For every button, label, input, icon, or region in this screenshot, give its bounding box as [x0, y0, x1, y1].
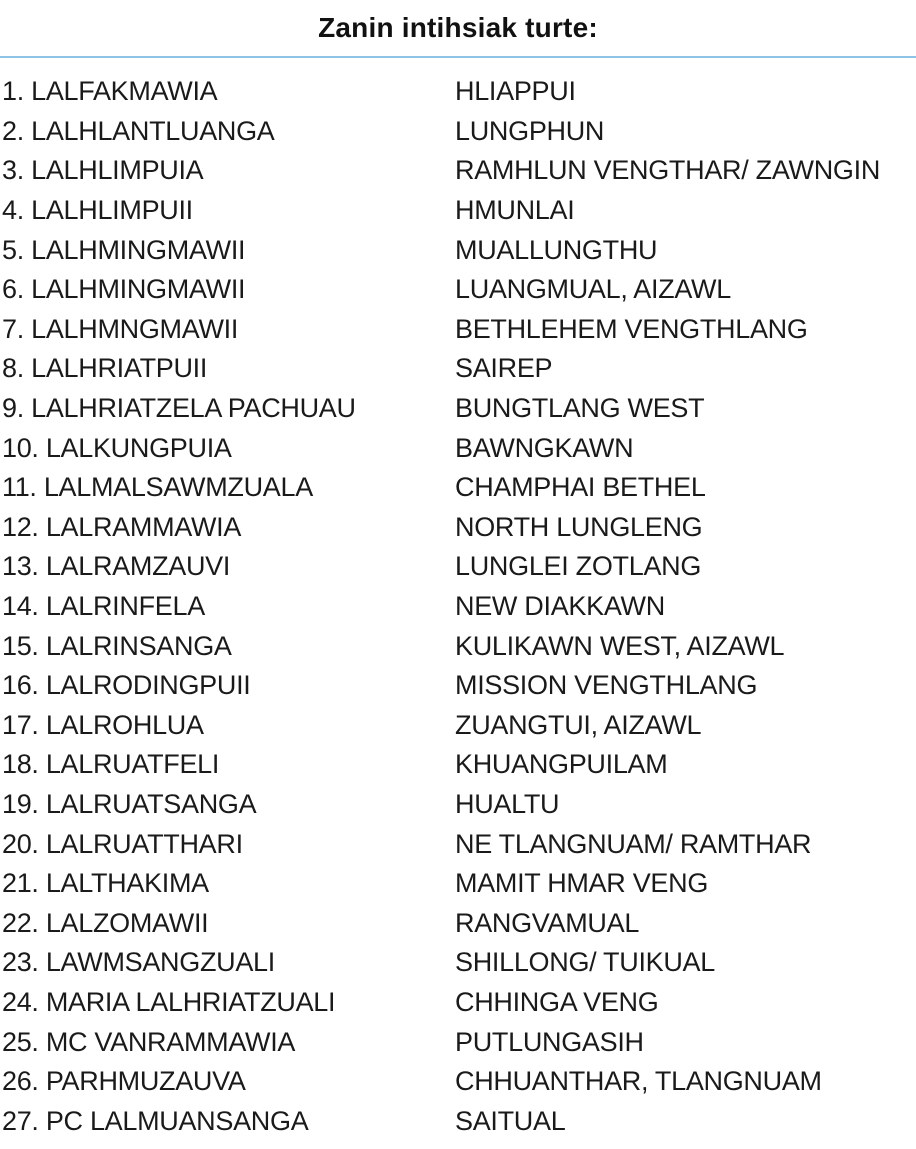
person-name: 24. MARIA LALHRIATZUALI — [2, 986, 336, 1017]
person-location: BETHLEHEM VENGTHLANG — [455, 313, 808, 344]
list-item — [0, 943, 916, 983]
person-location: RAMHLUN VENGTHAR/ ZAWNGIN — [455, 155, 881, 186]
list-item — [0, 428, 916, 468]
person-location: HUALTU — [455, 788, 560, 819]
person-name: 9. LALHRIATZELA PACHUAU — [2, 393, 356, 424]
person-location: MAMIT HMAR VENG — [455, 868, 709, 899]
list-item — [0, 508, 916, 548]
list-item — [0, 191, 916, 231]
person-location: BAWNGKAWN — [455, 432, 634, 463]
person-name: 2. LALHLANTLUANGA — [2, 115, 275, 146]
person-location: KHUANGPUILAM — [455, 749, 668, 780]
person-name: 21. LALTHAKIMA — [2, 868, 209, 899]
list-item — [0, 72, 916, 112]
person-name: 22. LALZOMAWII — [2, 907, 209, 938]
person-name: 10. LALKUNGPUIA — [2, 432, 232, 463]
person-location: CHAMPHAI BETHEL — [455, 472, 706, 503]
person-name: 26. PARHMUZAUVA — [2, 1066, 246, 1097]
list-item — [0, 230, 916, 270]
person-name: 1. LALFAKMAWIA — [2, 76, 218, 107]
list-item — [0, 626, 916, 666]
person-location: LUANGMUAL, AIZAWL — [455, 274, 731, 305]
person-name: 4. LALHLIMPUII — [2, 195, 193, 226]
person-name: 27. PC LALMUANSANGA — [2, 1105, 309, 1136]
list-item — [0, 864, 916, 904]
list-item — [0, 468, 916, 508]
list-item — [0, 112, 916, 152]
list-item — [0, 666, 916, 706]
person-location: HLIAPPUI — [455, 76, 576, 107]
list-item — [0, 745, 916, 785]
list-item — [0, 983, 916, 1023]
person-location: MISSION VENGTHLANG — [455, 670, 758, 701]
person-location: SHILLONG/ TUIKUAL — [455, 947, 715, 978]
person-location: ZUANGTUI, AIZAWL — [455, 709, 702, 740]
person-location: LUNGPHUN — [455, 115, 605, 146]
person-location: CHHUANTHAR, TLANGNUAM — [455, 1066, 822, 1097]
person-location: BUNGTLANG WEST — [455, 393, 705, 424]
person-name: 3. LALHLIMPUIA — [2, 155, 204, 186]
person-name: 23. LAWMSANGZUALI — [2, 947, 275, 978]
person-name: 14. LALRINFELA — [2, 591, 205, 622]
person-location: LUNGLEI ZOTLANG — [455, 551, 702, 582]
person-location: KULIKAWN WEST, AIZAWL — [455, 630, 785, 661]
person-name: 13. LALRAMZAUVI — [2, 551, 231, 582]
person-name: 16. LALRODINGPUII — [2, 670, 251, 701]
person-location: SAIREP — [455, 353, 553, 384]
list-item — [0, 547, 916, 587]
person-name: 15. LALRINSANGA — [2, 630, 232, 661]
list-item — [0, 824, 916, 864]
list-item — [0, 151, 916, 191]
page-title: Zanin intihsiak turte: — [318, 12, 598, 43]
person-name: 20. LALRUATTHARI — [2, 828, 243, 859]
person-name: 5. LALHMINGMAWII — [2, 234, 246, 265]
list-item — [0, 1101, 916, 1141]
person-name: 11. LALMALSAWMZUALA — [2, 472, 313, 503]
person-name: 25. MC VANRAMMAWIA — [2, 1026, 296, 1057]
list-item — [0, 1022, 916, 1062]
list-item — [0, 706, 916, 746]
header — [0, 0, 916, 58]
list-item — [0, 270, 916, 310]
person-location: NE TLANGNUAM/ RAMTHAR — [455, 828, 812, 859]
list-item — [0, 349, 916, 389]
list-item — [0, 1062, 916, 1102]
person-location: CHHINGA VENG — [455, 986, 659, 1017]
person-name: 18. LALRUATFELI — [2, 749, 220, 780]
person-name: 8. LALHRIATPUII — [2, 353, 208, 384]
list-item — [0, 785, 916, 825]
person-location: MUALLUNGTHU — [455, 234, 658, 265]
person-location: NEW DIAKKAWN — [455, 591, 665, 622]
person-name: 17. LALROHLUA — [2, 709, 204, 740]
person-location: PUTLUNGASIH — [455, 1026, 644, 1057]
list-item — [0, 903, 916, 943]
person-name: 19. LALRUATSANGA — [2, 788, 257, 819]
person-name: 7. LALHMNGMAWII — [2, 313, 239, 344]
person-location: HMUNLAI — [455, 195, 575, 226]
name-list — [0, 72, 916, 1141]
list-item — [0, 310, 916, 350]
list-item — [0, 389, 916, 429]
person-location: NORTH LUNGLENG — [455, 511, 703, 542]
list-item — [0, 587, 916, 627]
person-name: 12. LALRAMMAWIA — [2, 511, 242, 542]
person-location: RANGVAMUAL — [455, 907, 640, 938]
person-name: 6. LALHMINGMAWII — [2, 274, 246, 305]
person-location: SAITUAL — [455, 1105, 566, 1136]
